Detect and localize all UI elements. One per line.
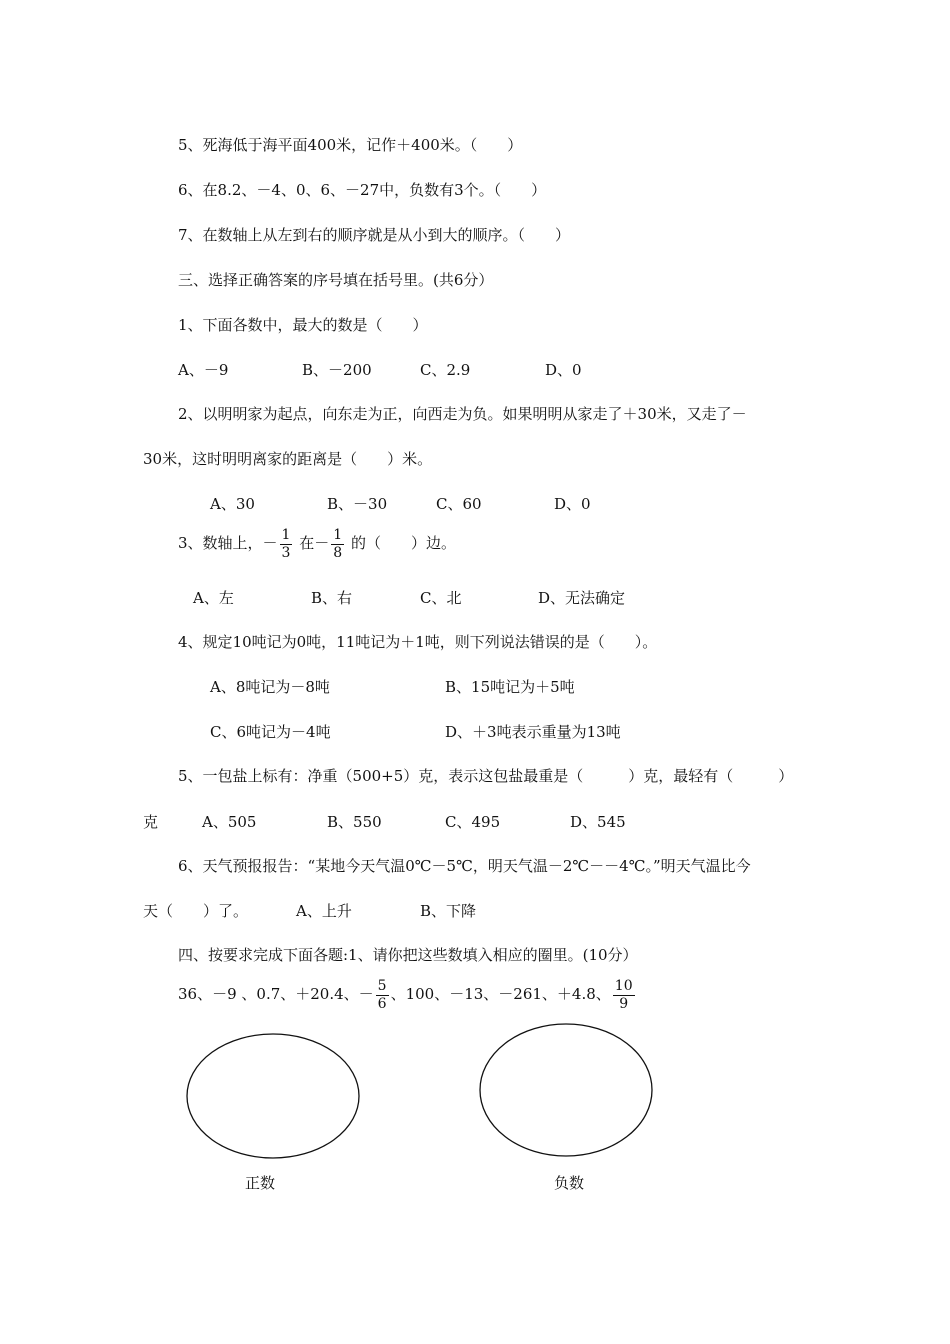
section3-heading: 三、选择正确答案的序号填在括号里。(共6分） bbox=[178, 271, 494, 289]
negative-circle-label: 负数 bbox=[554, 1174, 585, 1192]
q4-option-d: D、＋3吨表示重量为13吨 bbox=[445, 723, 621, 741]
q2-stem-line1: 2、以明明家为起点，向东走为正，向西走为负。如果明明从家走了＋30米，又走了－ bbox=[178, 405, 747, 423]
q3-fraction-2-denominator: 8 bbox=[333, 544, 343, 561]
number-list-fraction-end-denominator: 9 bbox=[619, 995, 629, 1012]
q6-stem: 6、天气预报报告：“某地今天气温0℃－5℃，明天气温－2℃－－4℃。”明天气温比今 bbox=[178, 857, 751, 875]
q2-stem-line2: 30米，这时明明离家的距离是（ ）米。 bbox=[143, 450, 433, 468]
judgement-item-7: 7、在数轴上从左到右的顺序就是从小到大的顺序。（ ） bbox=[178, 226, 571, 244]
q2-option-d: D、0 bbox=[554, 495, 591, 513]
q4-stem: 4、规定10吨记为0吨，11吨记为＋1吨，则下列说法错误的是（ ）。 bbox=[178, 633, 658, 651]
positive-circle-label: 正数 bbox=[245, 1174, 276, 1192]
q1-option-c: C、2.9 bbox=[420, 361, 471, 379]
q6-continuation: 天（ ）了。 bbox=[143, 902, 249, 920]
q2-option-a: A、30 bbox=[210, 495, 255, 513]
q3-fraction-2-numerator: 1 bbox=[333, 526, 343, 543]
number-list-part1: 36、－9 、0.7、＋20.4、－ bbox=[178, 985, 374, 1003]
q5-option-d: D、545 bbox=[570, 813, 626, 831]
q2-option-b: B、－30 bbox=[327, 495, 388, 513]
q3-fraction-1-numerator: 1 bbox=[281, 526, 291, 543]
q1-stem: 1、下面各数中，最大的数是（ ） bbox=[178, 316, 428, 334]
q3-option-b: B、右 bbox=[311, 589, 353, 607]
q4-option-c: C、6吨记为－4吨 bbox=[210, 723, 331, 741]
q6-option-a: A、上升 bbox=[296, 902, 352, 920]
positive-circle[interactable] bbox=[187, 1034, 359, 1158]
negative-circle[interactable] bbox=[480, 1024, 652, 1156]
q5-stem: 5、一包盐上标有：净重（500+5）克，表示这包盐最重是（ ）克，最轻有（ ） bbox=[178, 767, 794, 785]
q5-continuation: 克 bbox=[143, 813, 159, 831]
q3-suffix: 的（ ）边。 bbox=[350, 534, 456, 552]
number-list-fraction-denominator: 6 bbox=[377, 995, 387, 1012]
judgement-item-5: 5、死海低于海平面400米，记作＋400米。（ ） bbox=[178, 136, 523, 154]
q3-fraction-1-denominator: 3 bbox=[281, 544, 291, 561]
q2-option-c: C、60 bbox=[436, 495, 482, 513]
q5-option-a: A、505 bbox=[202, 813, 257, 831]
number-list-fraction-numerator: 5 bbox=[377, 977, 387, 994]
q1-option-a: A、－9 bbox=[178, 361, 229, 379]
q5-option-c: C、495 bbox=[445, 813, 501, 831]
q4-option-b: B、15吨记为＋5吨 bbox=[445, 678, 575, 696]
q3-option-c: C、北 bbox=[420, 589, 462, 607]
q5-option-b: B、550 bbox=[327, 813, 382, 831]
q3-middle: 在－ bbox=[299, 534, 330, 552]
q3-option-d: D、无法确定 bbox=[538, 589, 626, 607]
number-list-part2: 、100、－13、－261、＋4.8、 bbox=[390, 985, 611, 1003]
q1-option-b: B、－200 bbox=[302, 361, 372, 379]
number-list-fraction-end-numerator: 10 bbox=[614, 977, 633, 994]
judgement-item-6: 6、在8.2、－4、0、6、－27中，负数有3个。（ ） bbox=[178, 181, 547, 199]
section4-heading: 四、按要求完成下面各题:1、请你把这些数填入相应的圈里。(10分） bbox=[178, 946, 638, 964]
q3-prefix: 3、数轴上，－ bbox=[178, 534, 278, 552]
q1-option-d: D、0 bbox=[545, 361, 582, 379]
q3-option-a: A、左 bbox=[193, 589, 234, 607]
q4-option-a: A、8吨记为－8吨 bbox=[210, 678, 330, 696]
q6-option-b: B、下降 bbox=[420, 902, 477, 920]
